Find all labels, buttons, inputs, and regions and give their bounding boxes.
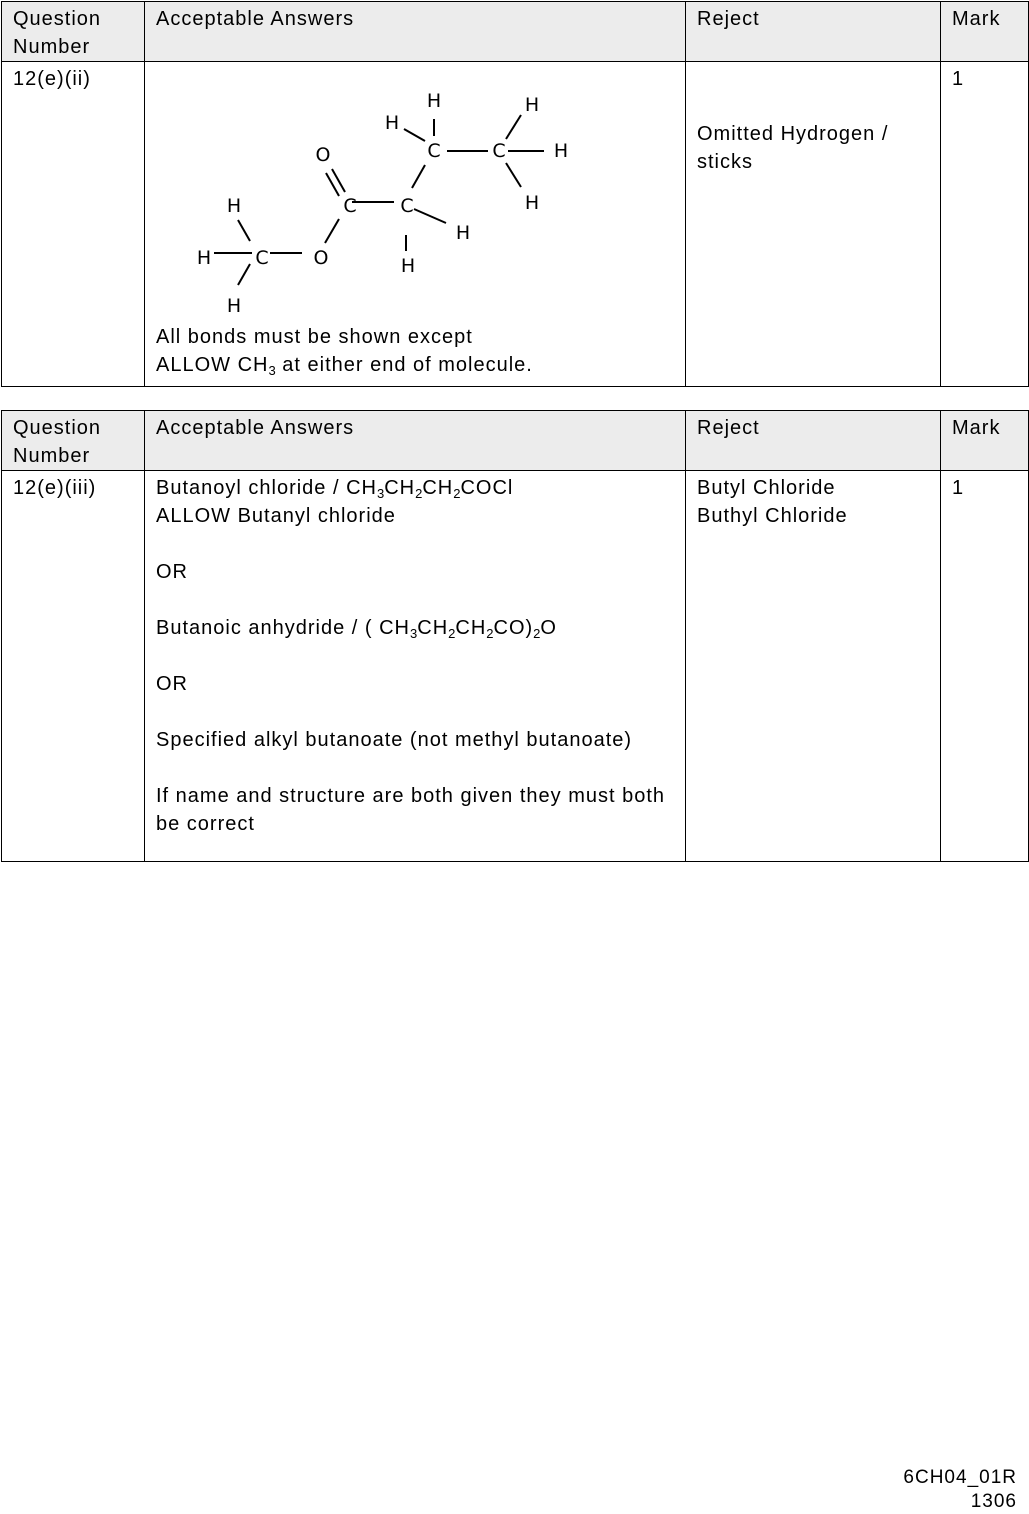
subscript: 3 xyxy=(410,626,418,641)
session-code: 1306 xyxy=(970,1491,1017,1512)
mark-cell: 1 xyxy=(941,62,1029,387)
answer-line: ALLOW Butanyl chloride xyxy=(156,505,396,527)
header-mark: Mark xyxy=(941,2,1029,62)
answer-line: Specified alkyl butanoate (not methyl butanoate) xyxy=(156,729,633,751)
atom-label: C xyxy=(492,140,506,162)
atom-label: C xyxy=(400,195,414,217)
note-text: ALLOW CH xyxy=(156,354,269,376)
note-line: All bonds must be shown except xyxy=(156,326,473,348)
atom-label: H xyxy=(384,112,400,134)
answer-text: CO) xyxy=(493,617,534,639)
atom-label: O xyxy=(315,144,331,166)
answer-text: CH xyxy=(422,477,454,499)
answer-text: Butanoic anhydride / ( CH xyxy=(156,617,411,639)
atom-label: H xyxy=(455,222,471,244)
acceptable-answer-cell xyxy=(145,62,686,387)
reject-cell xyxy=(686,62,941,387)
answer-text: CH xyxy=(384,477,416,499)
header-acceptable-answers: Acceptable Answers xyxy=(145,2,686,62)
atom-label: H xyxy=(196,247,212,269)
subscript: 2 xyxy=(415,486,423,501)
answer-line xyxy=(156,474,675,502)
markscheme-table-12e-iii xyxy=(1,410,1029,862)
header-acceptable-answers: Acceptable Answers xyxy=(145,411,686,471)
answer-text: COCl xyxy=(460,477,514,499)
atom-label: H xyxy=(400,255,416,277)
table-row xyxy=(2,471,1029,862)
subscript: 3 xyxy=(376,486,385,501)
header-reject: Reject xyxy=(686,411,941,471)
atom-label: H xyxy=(426,90,442,112)
reject-text: Omitted Hydrogen / sticks xyxy=(697,123,889,173)
atom-label: C xyxy=(255,247,269,269)
header-reject: Reject xyxy=(686,2,941,62)
atom-label: H xyxy=(524,192,540,214)
reject-cell xyxy=(686,471,941,862)
subscript: 2 xyxy=(448,626,456,641)
answer-text: CH xyxy=(455,617,487,639)
subscript: 2 xyxy=(486,626,494,641)
reject-text: Butyl Chloride xyxy=(697,477,836,499)
subscript: 2 xyxy=(533,626,541,641)
atom-label: C xyxy=(427,140,441,162)
header-mark: Mark xyxy=(941,411,1029,471)
atom-label: H xyxy=(553,140,569,162)
note-line xyxy=(156,351,675,379)
or-line: OR xyxy=(156,673,188,695)
answer-text: CH xyxy=(417,617,449,639)
atom-label: H xyxy=(226,195,242,217)
header-row xyxy=(2,411,1029,471)
question-number: 12(e)(iii) xyxy=(2,471,145,862)
table-row xyxy=(2,62,1029,387)
acceptable-answer-cell xyxy=(145,471,686,862)
question-number: 12(e)(ii) xyxy=(2,62,145,387)
header-row xyxy=(2,2,1029,62)
atom-label: H xyxy=(524,94,540,116)
header-question-number: Question Number xyxy=(2,411,145,471)
mark-cell: 1 xyxy=(941,471,1029,862)
page-footer xyxy=(903,1466,1017,1514)
atom-label: C xyxy=(343,195,357,217)
methyl-butanoate-structure xyxy=(192,79,592,323)
subscript: 2 xyxy=(453,486,461,501)
markscheme-table-12e-ii xyxy=(1,1,1029,387)
header-question-number: Question Number xyxy=(2,2,145,62)
answer-text: Butanoyl chloride / CH xyxy=(156,477,377,499)
answer-text: O xyxy=(540,617,557,639)
atom-label: O xyxy=(313,247,329,269)
reject-text: Buthyl Chloride xyxy=(697,505,848,527)
paper-code: 6CH04_01R xyxy=(903,1467,1017,1488)
or-line: OR xyxy=(156,561,188,583)
atom-label: H xyxy=(226,295,242,317)
subscript: 3 xyxy=(268,363,276,378)
note-text: at either end of molecule. xyxy=(275,354,533,376)
answer-line xyxy=(156,614,675,642)
answer-line: If name and structure are both given they must both be correct xyxy=(156,785,666,835)
